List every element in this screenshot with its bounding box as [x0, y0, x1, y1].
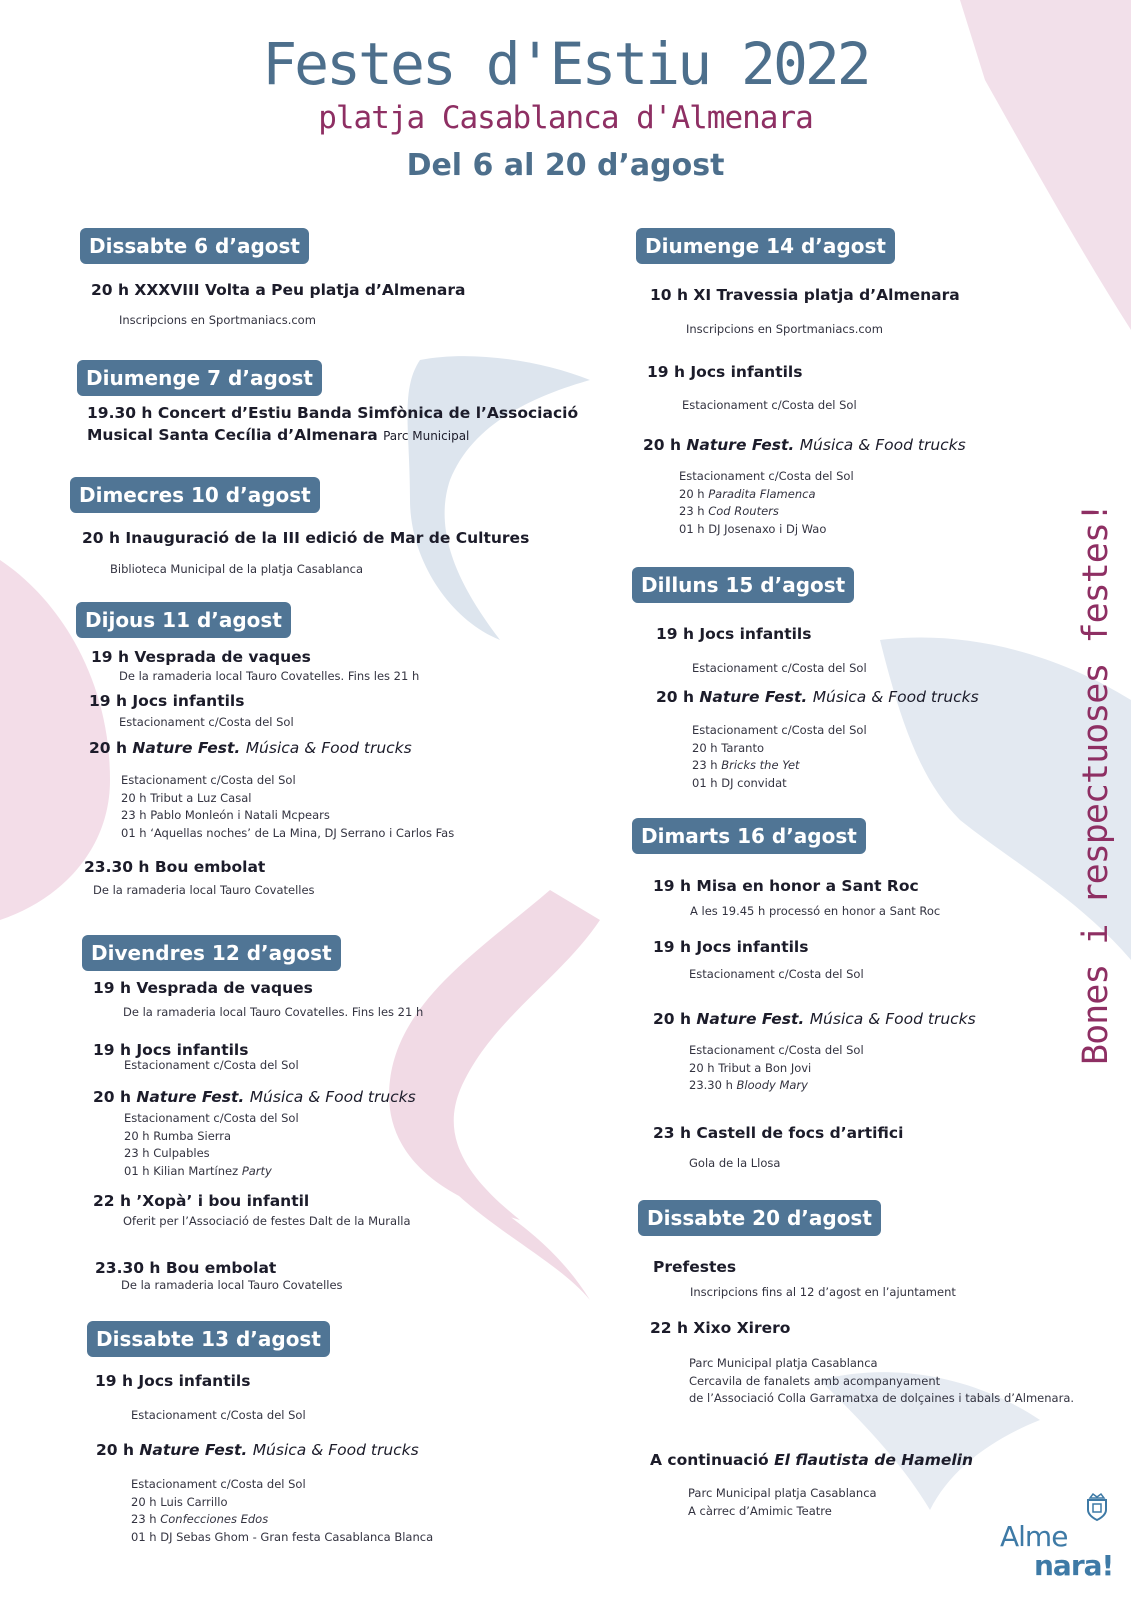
event-detail-list: Estacionament c/Costa del Sol 20 h Taranto 23 h Bricks the Yet 01 h DJ convidat	[692, 723, 867, 790]
event-location: Parc Municipal	[383, 429, 470, 443]
event-title: 20 h Inauguració de la III edició de Mar de Cultures	[82, 529, 530, 547]
event-detail-list: Estacionament c/Costa del Sol 20 h Rumba Sierra 23 h Culpables 01 h Kilian Martínez Party	[124, 1110, 299, 1180]
event-title: 22 h ’Xopà’ i bou infantil	[93, 1192, 310, 1210]
lineup-item: 20 h Paradita Flamenca	[679, 486, 816, 501]
day-header-diumenge-7: Diumenge 7 d’agost	[77, 360, 322, 396]
day-header-dijous-11: Dijous 11 d’agost	[76, 602, 291, 638]
event-title-nature-fest: 20 h Nature Fest. Música & Food trucks	[89, 739, 412, 757]
event-title: 19 h Jocs infantils	[647, 363, 803, 381]
event-title: 10 h XI Travessia platja d’Almenara	[650, 286, 960, 304]
event-detail: Estacionament c/Costa del Sol	[682, 398, 857, 412]
event-title: 19 h Jocs infantils	[89, 692, 245, 710]
event-title-line2: Musical Santa Cecília d’Almenara	[87, 426, 378, 444]
logo-line2: nara!	[1034, 1549, 1114, 1582]
event-title-nature-fest: 20 h Nature Fest. Música & Food trucks	[653, 1010, 976, 1028]
logo-line1: Alme	[1000, 1520, 1068, 1553]
event-title: 19 h Jocs infantils	[95, 1372, 251, 1390]
event-detail: De la ramaderia local Tauro Covatelles. Fins les 21 h	[123, 1005, 424, 1019]
event-detail: Gola de la Llosa	[689, 1156, 781, 1170]
event-title: 19 h Vesprada de vaques	[93, 979, 313, 997]
lineup-item: 23 h Bricks the Yet	[692, 758, 800, 772]
event-detail-list: Estacionament c/Costa del Sol 20 h Luis Carrillo 23 h Confecciones Edos 01 h DJ Sebas Ghom - Gran festa Casablanca Blanca	[131, 1477, 434, 1544]
event-detail: De la ramaderia local Tauro Covatelles. Fins les 21 h	[119, 669, 420, 683]
event-title-continued	[87, 424, 469, 447]
day-header-dissabte-20: Dissabte 20 d’agost	[638, 1200, 881, 1236]
event-title: Prefestes	[653, 1258, 737, 1276]
day-header-dimarts-16: Dimarts 16 d’agost	[632, 818, 866, 854]
event-title-nature-fest: 20 h Nature Fest. Música & Food trucks	[96, 1441, 419, 1459]
lineup-item: 23 h Confecciones Edos	[131, 1512, 269, 1526]
event-detail: De la ramaderia local Tauro Covatelles	[93, 883, 315, 897]
event-title: 19 h Vesprada de vaques	[91, 648, 311, 666]
event-detail: Inscripcions en Sportmaniacs.com	[686, 322, 883, 336]
event-detail: Oferit per l’Associació de festes Dalt de la Muralla	[123, 1214, 411, 1228]
event-title: 19 h Jocs infantils	[93, 1041, 249, 1059]
event-title-nature-fest: 20 h Nature Fest. Música & Food trucks	[643, 436, 966, 454]
event-detail-list: Estacionament c/Costa del Sol 20 h Tribut a Bon Jovi 23.30 h Bloody Mary	[689, 1042, 864, 1095]
lineup-item: 23.30 h Bloody Mary	[689, 1078, 808, 1092]
lineup-item: 23 h Cod Routers	[679, 504, 779, 518]
event-title-nature-fest: 20 h Nature Fest. Música & Food trucks	[93, 1088, 416, 1106]
event-title: 22 h Xixo Xirero	[650, 1319, 791, 1337]
event-title: 19 h Jocs infantils	[653, 938, 809, 956]
poster-title: Festes d'Estiu 2022	[262, 30, 869, 98]
day-header-divendres-12: Divendres 12 d’agost	[82, 935, 341, 971]
event-title-nature-fest: 20 h Nature Fest. Música & Food trucks	[656, 688, 979, 706]
event-detail: Estacionament c/Costa del Sol	[131, 1408, 306, 1422]
lineup-item: 01 h Kilian Martínez Party	[124, 1163, 272, 1178]
event-detail: Estacionament c/Costa del Sol	[124, 1058, 299, 1072]
event-title: 23 h Castell de focs d’artifici	[653, 1124, 904, 1142]
coat-of-arms-icon	[1082, 1492, 1112, 1522]
event-title: 23.30 h Bou embolat	[84, 858, 266, 876]
poster-subtitle: platja Casablanca d'Almenara	[318, 100, 813, 136]
event-detail: Estacionament c/Costa del Sol	[689, 967, 864, 981]
event-title: 19 h Misa en honor a Sant Roc	[653, 877, 919, 895]
event-detail-list: Estacionament c/Costa del Sol 20 h Tribut a Luz Casal 23 h Pablo Monleón i Natali Mcpears 01 h ‘Aquellas noches’ de La Mina, DJ Serrano i Carlos Fas	[121, 773, 455, 840]
date-range: Del 6 al 20 d’agost	[406, 148, 725, 183]
event-title: 19 h Jocs infantils	[656, 625, 812, 643]
day-header-dilluns-15: Dilluns 15 d’agost	[632, 567, 854, 603]
event-title: 23.30 h Bou embolat	[95, 1259, 277, 1277]
logo-wordmark	[1000, 1522, 1113, 1580]
event-detail-list: Parc Municipal platja Casablanca Cercavila de fanalets amb acompanyament de l’Associació Colla Garramatxa de dolçaines i tabals d’Almenara.	[689, 1356, 1075, 1405]
event-detail: Estacionament c/Costa del Sol	[119, 715, 294, 729]
event-title: A continuació El flautista de Hamelin	[650, 1451, 974, 1469]
event-detail: A les 19.45 h processó en honor a Sant Roc	[690, 904, 941, 918]
day-header-dissabte-6: Dissabte 6 d’agost	[80, 228, 309, 264]
event-detail-list: Estacionament c/Costa del Sol 20 h Paradita Flamenca 23 h Cod Routers 01 h DJ Josenaxo i Dj Wao	[679, 469, 854, 536]
vertical-slogan: Bones i respectuoses festes!	[1076, 502, 1116, 1065]
event-title: 19.30 h Concert d’Estiu Banda Simfònica de l’Associació	[87, 404, 579, 422]
event-title: 20 h XXXVIII Volta a Peu platja d’Almenara	[91, 281, 466, 299]
event-detail: Inscripcions en Sportmaniacs.com	[119, 313, 316, 327]
day-header-dimecres-10: Dimecres 10 d’agost	[70, 477, 320, 513]
event-detail: Estacionament c/Costa del Sol	[692, 661, 867, 675]
day-header-diumenge-14: Diumenge 14 d’agost	[636, 228, 895, 264]
day-header-dissabte-13: Dissabte 13 d’agost	[87, 1321, 330, 1357]
event-detail: Biblioteca Municipal de la platja Casablanca	[110, 562, 364, 576]
event-detail: De la ramaderia local Tauro Covatelles	[121, 1278, 343, 1292]
event-detail: Inscripcions fins al 12 d’agost en l’ajuntament	[690, 1285, 956, 1299]
event-detail-list: Parc Municipal platja Casablanca A càrrec d’Amimic Teatre	[688, 1486, 877, 1518]
almenara-logo	[1000, 1490, 1120, 1590]
